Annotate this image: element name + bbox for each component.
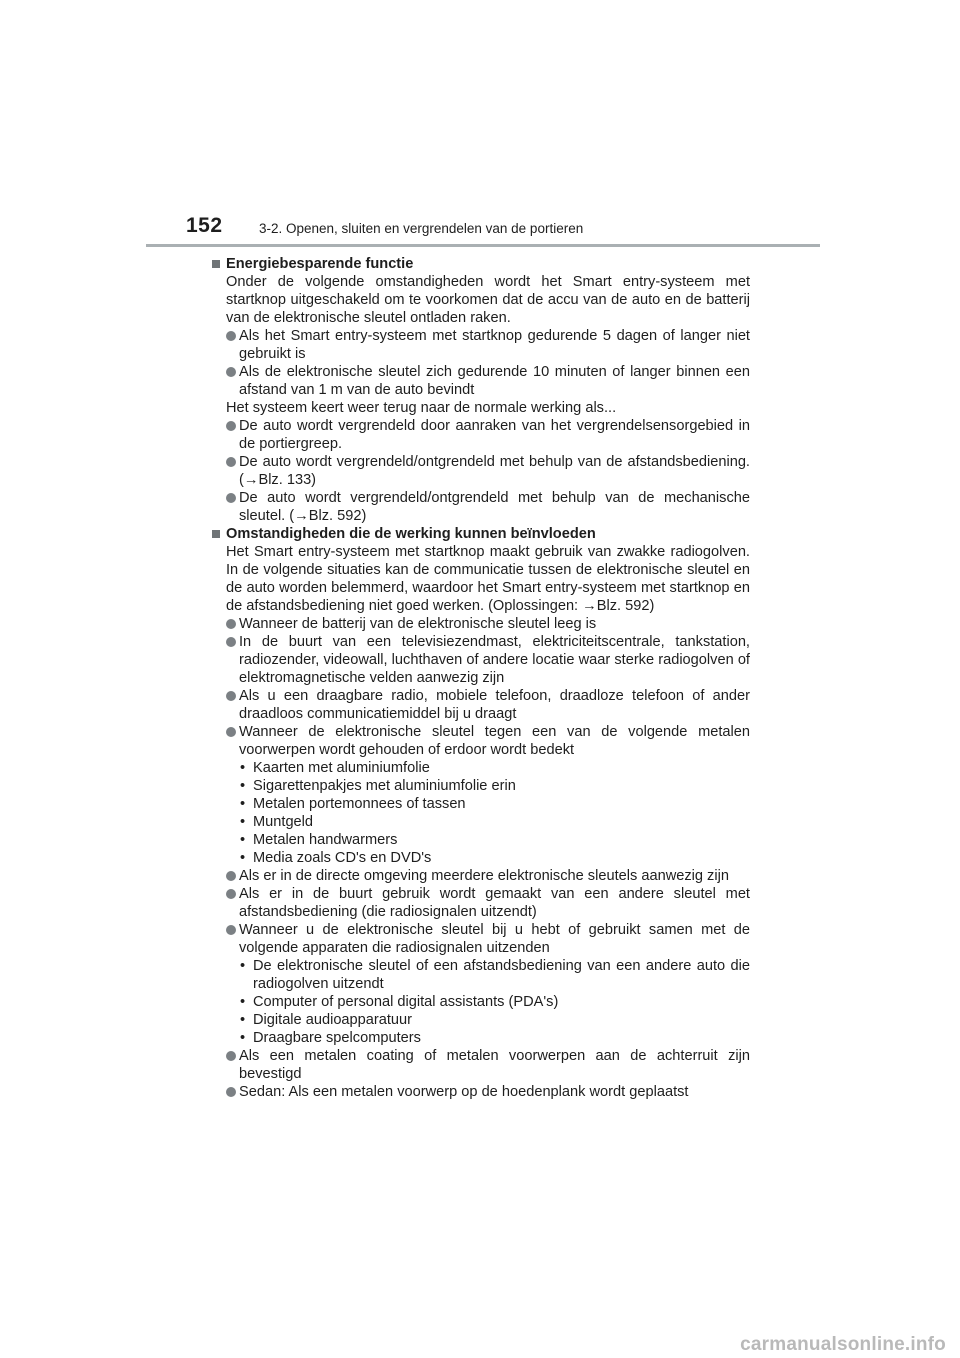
sub-list-item-text: Metalen handwarmers (253, 832, 398, 848)
sub-list-item (239, 1029, 750, 1047)
list-item-text: In de buurt van een televisiezendmast, elektriciteitscentrale, tankstation, radiozender, videowall, luchthaven of andere locatie waar sterke radiogolven of elektromagnetische velden aanwezig zijn (239, 634, 750, 686)
list-item (226, 867, 750, 885)
round-bullet-icon (226, 925, 236, 935)
sub-list-item-text: Metalen portemonnees of tassen (253, 796, 466, 812)
list-item (226, 921, 750, 957)
sub-list-item (239, 957, 750, 993)
list-item (226, 417, 750, 453)
list-item-text: Als het Smart entry-systeem met startknop gedurende 5 dagen of langer niet gebruikt is (239, 328, 750, 362)
round-bullet-icon (226, 889, 236, 899)
list-item (226, 723, 750, 759)
round-bullet-icon (226, 727, 236, 737)
sub-list-item (239, 831, 750, 849)
round-bullet-icon (226, 871, 236, 881)
sub-list-item (239, 777, 750, 795)
sub-list-item-text: Digitale audioapparatuur (253, 1012, 413, 1028)
round-bullet-icon (226, 637, 236, 647)
paragraph (226, 399, 750, 417)
list-item (226, 363, 750, 399)
section-heading (212, 525, 750, 543)
sub-bullet-icon: • (240, 958, 246, 974)
list-item-text: Als er in de buurt gebruik wordt gemaakt van een andere sleutel met afstandsbediening (die radiosignalen uitzendt) (239, 886, 750, 920)
sub-bullet-icon: • (240, 778, 246, 794)
sub-list-item-text: Kaarten met aluminiumfolie (253, 760, 430, 776)
list-item-text: Sedan: Als een metalen voorwerp op de hoedenplank wordt geplaatst (239, 1084, 689, 1100)
round-bullet-icon (226, 691, 236, 701)
sub-list-item (239, 849, 750, 867)
header-divider (146, 244, 820, 247)
paragraph (226, 273, 750, 327)
sub-list-item (239, 795, 750, 813)
list-item (226, 489, 750, 525)
watermark: carmanualsonline.info (740, 1334, 946, 1355)
sub-list-item (239, 759, 750, 777)
list-item-text: Wanneer u de elektronische sleutel bij u hebt of gebruikt samen met de volgende apparaten die radiosignalen uitzenden (239, 922, 750, 956)
list-item-text: De auto wordt vergrendeld/ontgrendeld met behulp van de afstandsbediening. (→Blz. 133) (239, 454, 750, 488)
list-item-text: Als u een draagbare radio, mobiele telefoon, draadloze telefoon of ander draadloos communicatiemiddel bij u draagt (239, 688, 750, 722)
square-bullet-icon (212, 530, 220, 538)
round-bullet-icon (226, 619, 236, 629)
round-bullet-icon (226, 1051, 236, 1061)
page-header (0, 0, 960, 250)
sub-list-item-text: Sigarettenpakjes met aluminiumfolie erin (253, 778, 516, 794)
list-item (226, 885, 750, 921)
list-item (226, 1047, 750, 1083)
paragraph (226, 543, 750, 615)
list-item (226, 633, 750, 687)
sub-list-item-text: Computer of personal digital assistants (PDA's) (253, 994, 559, 1010)
sub-list-item-text: Muntgeld (253, 814, 314, 830)
paragraph-text: Het systeem keert weer terug naar de normale werking als... (226, 400, 617, 416)
sub-bullet-icon: • (240, 796, 246, 812)
list-item (226, 327, 750, 363)
sub-list-item-text: Draagbare spelcomputers (253, 1030, 421, 1046)
sub-bullet-icon: • (240, 814, 246, 830)
list-item-text: De auto wordt vergrendeld door aanraken van het vergrendelsensorgebied in de portiergreep. (239, 418, 750, 452)
round-bullet-icon (226, 1087, 236, 1097)
sub-list-item-text: De elektronische sleutel of een afstandsbediening van een andere auto die radiogolven uitzendt (253, 958, 750, 992)
sub-bullet-icon: • (240, 1030, 246, 1046)
sub-list-item (239, 993, 750, 1011)
list-item-text: De auto wordt vergrendeld/ontgrendeld met behulp van de mechanische sleutel. (→Blz. 592) (239, 490, 750, 524)
list-item (226, 687, 750, 723)
sub-bullet-icon: • (240, 760, 246, 776)
list-item (226, 453, 750, 489)
sub-bullet-icon: • (240, 1012, 246, 1028)
list-item-text: Als een metalen coating of metalen voorwerpen aan de achterruit zijn bevestigd (239, 1048, 750, 1082)
paragraph-text: Onder de volgende omstandigheden wordt het Smart entry-systeem met startknop uitgeschakeld om te voorkomen dat de accu van de auto en de batterij van de elektronische sleutel ontladen raken. (226, 274, 750, 326)
section-heading-text: Omstandigheden die de werking kunnen beïnvloeden (226, 526, 596, 542)
list-item (226, 615, 750, 633)
round-bullet-icon (226, 457, 236, 467)
sub-list-item-text: Media zoals CD's en DVD's (253, 850, 432, 866)
round-bullet-icon (226, 421, 236, 431)
page-number: 152 (186, 214, 223, 237)
paragraph-text: Het Smart entry-systeem met startknop maakt gebruik van zwakke radiogolven. In de volgende situaties kan de communicatie tussen de elektronische sleutel en de auto worden belemmerd, waardoor het Smart entry-systeem met startknop en de afstandsbediening niet goed werken. (Oplossingen: →Blz. 592) (226, 544, 750, 614)
list-item (226, 1083, 750, 1101)
sub-list-item (239, 813, 750, 831)
sub-bullet-icon: • (240, 994, 246, 1010)
section-heading (212, 255, 750, 273)
sub-bullet-icon: • (240, 850, 246, 866)
list-item-text: Wanneer de batterij van de elektronische sleutel leeg is (239, 616, 597, 632)
list-item-text: Wanneer de elektronische sleutel tegen een van de volgende metalen voorwerpen wordt gehouden of erdoor wordt bedekt (239, 724, 750, 758)
sub-bullet-icon: • (240, 832, 246, 848)
square-bullet-icon (212, 260, 220, 268)
section-heading-text: Energiebesparende functie (226, 256, 414, 272)
list-item-text: Als er in de directe omgeving meerdere elektronische sleutels aanwezig zijn (239, 868, 729, 884)
list-item-text: Als de elektronische sleutel zich gedurende 10 minuten of langer binnen een afstand van 1 m van de auto bevindt (239, 364, 750, 398)
section-title: 3-2. Openen, sluiten en vergrendelen van de portieren (259, 221, 584, 236)
round-bullet-icon (226, 331, 236, 341)
sub-list-item (239, 1011, 750, 1029)
round-bullet-icon (226, 367, 236, 377)
manual-content (212, 255, 750, 1101)
round-bullet-icon (226, 493, 236, 503)
